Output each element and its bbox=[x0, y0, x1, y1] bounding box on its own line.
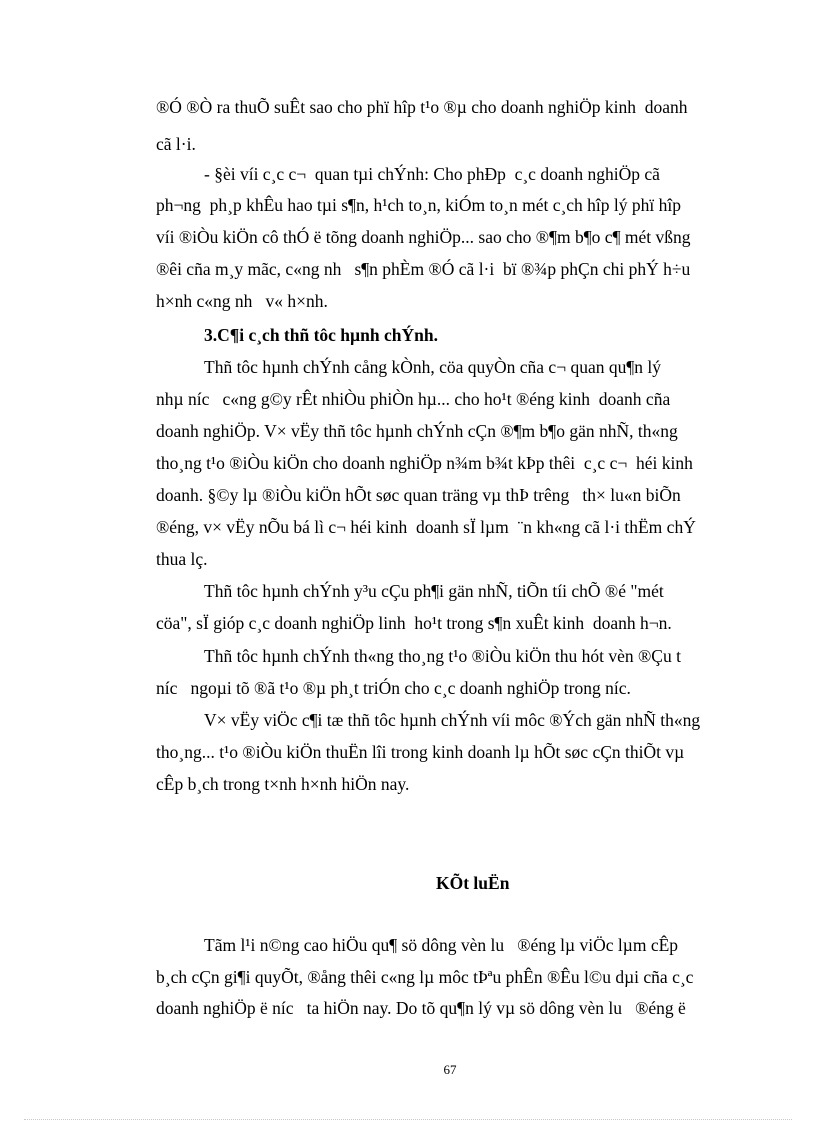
paragraph-line: doanh. §©y lµ ®iÒu kiÖn hÕt søc quan träng vµ thÞ trêng th× lu«n biÕn bbox=[156, 485, 681, 505]
conclusion-title: KÕt luËn bbox=[436, 873, 510, 893]
paragraph-line: ph¬ng ph¸p khÊu hao tµi s¶n, h¹ch to¸n, kiÓm to¸n mét c¸ch hîp lý phï hîp bbox=[156, 195, 682, 215]
page-bottom-rule bbox=[24, 1119, 792, 1120]
paragraph-line: ®éng, v× vËy nÕu bá lì c¬ héi kinh doanh sÏ lµm ¨n kh«ng cã l·i thËm chÝ bbox=[156, 517, 696, 537]
paragraph-line: cÊp b¸ch trong t×nh h×nh hiÖn nay. bbox=[156, 774, 410, 794]
paragraph-line: nhµ níc c«ng g©y rÊt nhiÒu phiÒn hµ... cho ho¹t ®éng kinh doanh cña bbox=[156, 389, 671, 409]
page-number: 67 bbox=[443, 1062, 457, 1077]
section-heading: 3.C¶i c¸ch thñ tôc hµnh chÝnh. bbox=[204, 325, 438, 345]
paragraph-line: thua lç. bbox=[156, 549, 208, 569]
paragraph-line: víi ®iÒu kiÖn cô thÓ ë tõng doanh nghiÖp... sao cho ®¶m b¶o c¶ mét vßng bbox=[156, 227, 691, 247]
paragraph-line: b¸ch cÇn gi¶i quyÕt, ®ång thêi c«ng lµ môc tÞªu phÊn ®Êu l©u dµi cña c¸c bbox=[156, 967, 694, 987]
paragraph-line: - §èi víi c¸c c¬ quan tµi chÝnh: Cho phÐp c¸c doanh nghiÖp cã bbox=[204, 164, 660, 184]
paragraph-line: h×nh c«ng nh v« h×nh. bbox=[156, 291, 328, 311]
paragraph-line: Tãm l¹i n©ng cao hiÖu qu¶ sö dông vèn lu ®éng lµ viÖc lµm cÊp bbox=[204, 935, 679, 955]
paragraph-line: cã l·i. bbox=[156, 134, 196, 154]
paragraph-line: tho¸ng t¹o ®iÒu kiÖn cho doanh nghiÖp n¾m b¾t kÞp thêi c¸c c¬ héi kinh bbox=[156, 453, 693, 473]
paragraph-line: doanh nghiÖp ë níc ta hiÖn nay. Do tõ qu¶n lý vµ sö dông vèn lu ®éng ë bbox=[156, 998, 686, 1018]
paragraph-line: doanh nghiÖp. V× vËy thñ tôc hµnh chÝnh cÇn ®¶m b¶o gän nhÑ, th«ng bbox=[156, 421, 678, 441]
paragraph-line: Thñ tôc hµnh chÝnh cång kÒnh, cöa quyÒn cña c¬ quan qu¶n lý bbox=[204, 357, 662, 377]
paragraph-line: ®êi cña m¸y mãc, c«ng nh s¶n phÈm ®Ó cã l·i bï ®¾p phÇn chi phÝ h÷u bbox=[156, 259, 691, 279]
paragraph-line: níc ngoµi tõ ®ã t¹o ®µ ph¸t triÓn cho c¸c doanh nghiÖp trong níc. bbox=[156, 678, 631, 698]
paragraph-line: ®Ó ®Ò ra thuÕ suÊt sao cho phï hîp t¹o ®µ cho doanh nghiÖp kinh doanh bbox=[156, 97, 688, 117]
paragraph-line: Thñ tôc hµnh chÝnh th«ng tho¸ng t¹o ®iÒu kiÖn thu hót vèn ®Çu t bbox=[204, 646, 681, 666]
paragraph-line: cöa", sÏ gióp c¸c doanh nghiÖp linh ho¹t trong s¶n xuÊt kinh doanh h¬n. bbox=[156, 613, 672, 633]
paragraph-line: V× vËy viÖc c¶i tæ thñ tôc hµnh chÝnh víi môc ®Ých gän nhÑ th«ng bbox=[204, 710, 701, 730]
paragraph-line: tho¸ng... t¹o ®iÒu kiÖn thuËn lîi trong kinh doanh lµ hÕt søc cÇn thiÕt vµ bbox=[156, 742, 685, 762]
paragraph-line: Thñ tôc hµnh chÝnh y³u cÇu ph¶i gän nhÑ, tiÕn tíi chÕ ®é "mét bbox=[204, 581, 664, 601]
